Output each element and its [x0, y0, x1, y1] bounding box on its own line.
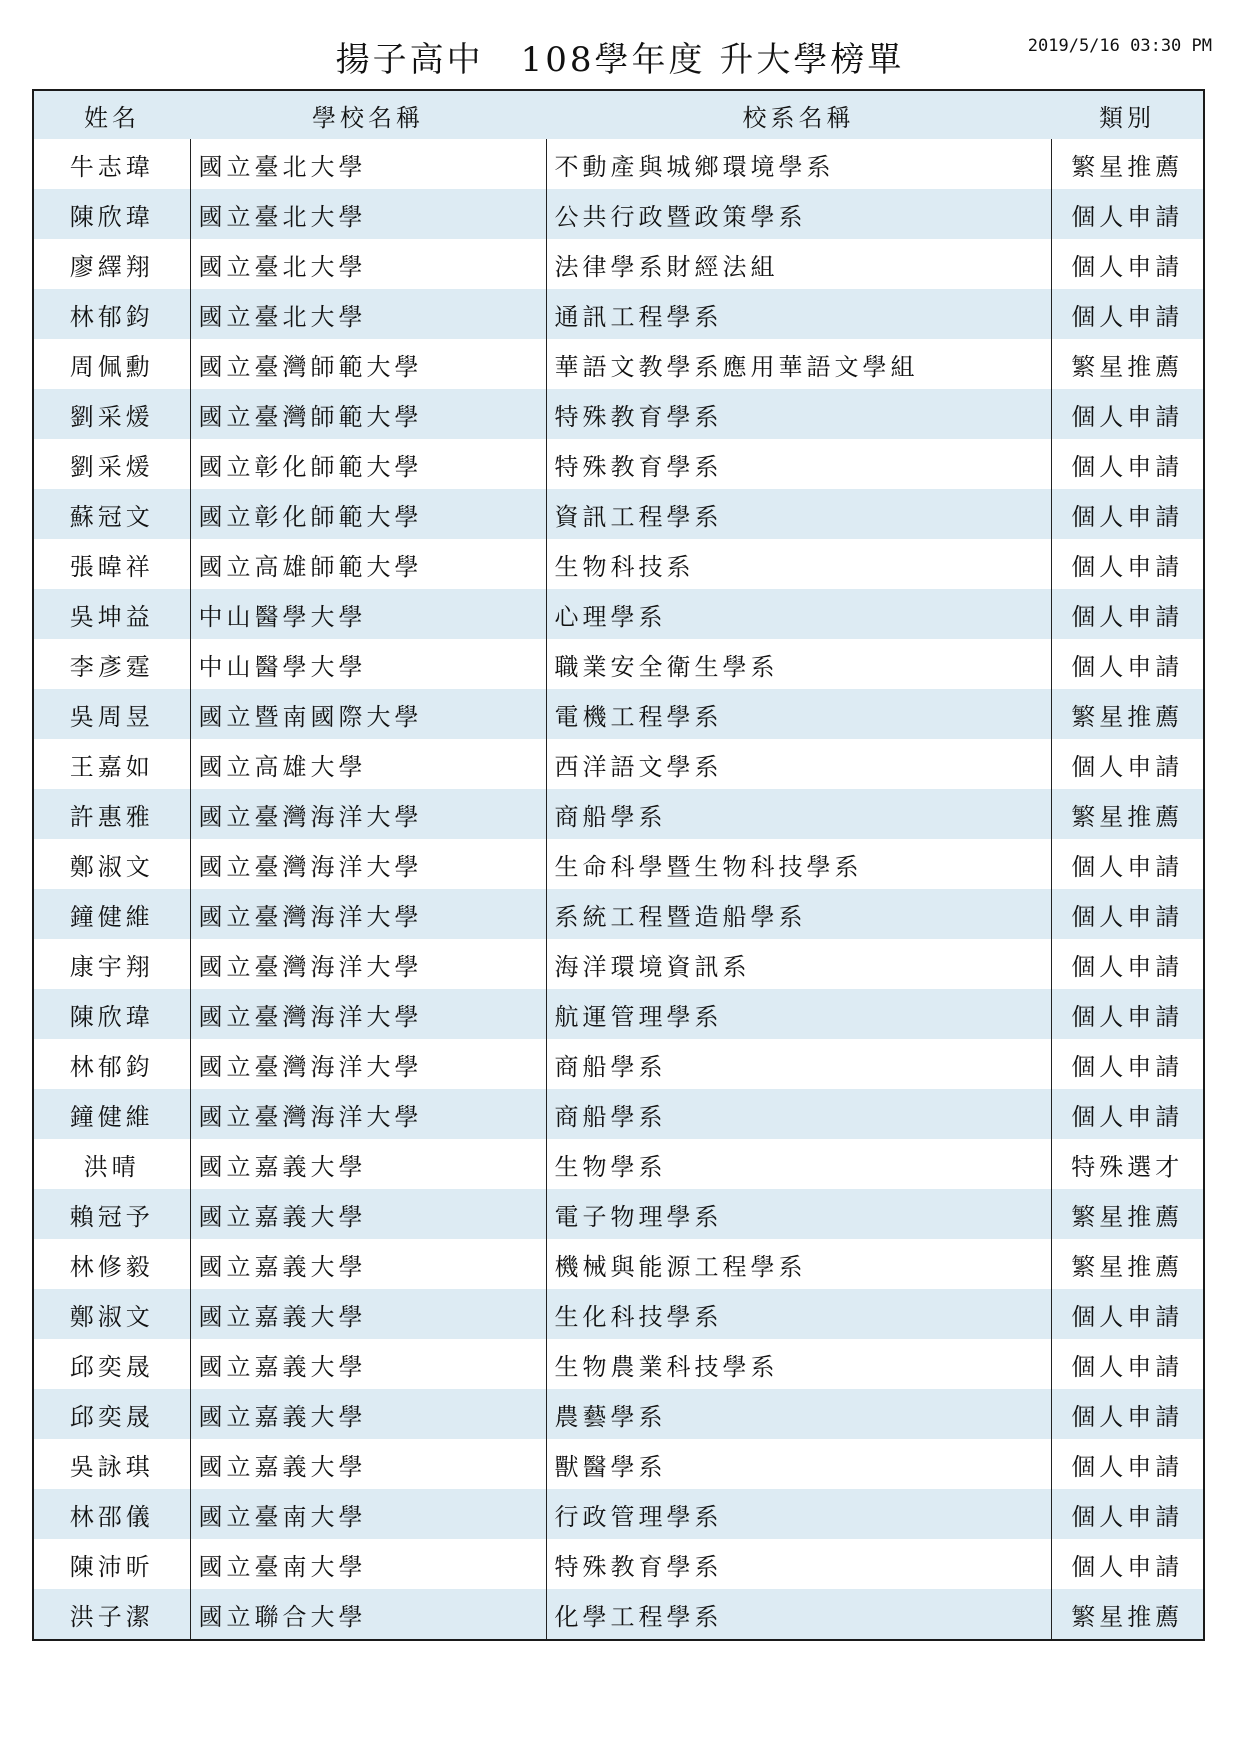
student-name-cell: 洪晴	[83, 1152, 140, 1181]
school-name-cell: 國立彰化師範大學	[190, 489, 546, 539]
table-row	[34, 289, 1203, 339]
student-name-cell: 吳坤益	[69, 602, 154, 631]
school-name-cell: 國立嘉義大學	[190, 1439, 546, 1489]
table-row	[34, 739, 1203, 789]
school-name-cell: 國立嘉義大學	[190, 1289, 546, 1339]
table-row	[34, 1189, 1203, 1239]
school-name-cell: 國立臺灣海洋大學	[190, 989, 546, 1039]
department-cell: 商船學系	[546, 789, 1051, 839]
school-name-cell: 國立臺灣海洋大學	[190, 939, 546, 989]
category-cell: 個人申請	[1051, 1039, 1203, 1089]
department-cell: 公共行政暨政策學系	[546, 189, 1051, 239]
table-row	[34, 1039, 1203, 1089]
category-cell: 個人申請	[1051, 1539, 1203, 1589]
student-name-cell: 邱奕晟	[69, 1352, 154, 1381]
category-cell: 個人申請	[1051, 539, 1203, 589]
table-row	[34, 1439, 1203, 1489]
category-cell: 個人申請	[1051, 889, 1203, 939]
department-cell: 海洋環境資訊系	[546, 939, 1051, 989]
student-name-cell: 張暐祥	[69, 552, 154, 581]
department-cell: 農藝學系	[546, 1389, 1051, 1439]
school-name-cell: 國立臺南大學	[190, 1539, 546, 1589]
table-row	[34, 939, 1203, 989]
school-name-cell: 國立嘉義大學	[190, 1139, 546, 1189]
table-row	[34, 1239, 1203, 1289]
department-cell: 生命科學暨生物科技學系	[546, 839, 1051, 889]
table-row	[34, 139, 1203, 189]
school-name-cell: 國立彰化師範大學	[190, 439, 546, 489]
category-cell: 個人申請	[1051, 1289, 1203, 1339]
table-row	[34, 889, 1203, 939]
student-name-cell: 林郁鈞	[69, 1052, 154, 1081]
student-name-cell: 吳詠琪	[69, 1452, 154, 1481]
school-name-cell: 國立臺灣海洋大學	[190, 789, 546, 839]
category-cell: 繁星推薦	[1051, 1589, 1203, 1639]
table-row	[34, 1289, 1203, 1339]
department-cell: 特殊教育學系	[546, 389, 1051, 439]
department-cell: 商船學系	[546, 1089, 1051, 1139]
results-table-container	[32, 89, 1205, 1641]
student-name-cell: 許惠雅	[69, 802, 154, 831]
category-cell: 個人申請	[1051, 239, 1203, 289]
category-cell: 繁星推薦	[1051, 1189, 1203, 1239]
page-title: 揚子高中 108學年度 升大學榜單	[335, 40, 905, 80]
category-cell: 個人申請	[1051, 389, 1203, 439]
category-cell: 個人申請	[1051, 289, 1203, 339]
student-name-cell: 鄭淑文	[69, 1302, 154, 1331]
student-name-cell: 牛志瑋	[69, 152, 154, 181]
department-cell: 資訊工程學系	[546, 489, 1051, 539]
student-name-cell: 鐘健維	[69, 902, 154, 931]
table-row	[34, 439, 1203, 489]
table-row	[34, 989, 1203, 1039]
school-name-cell: 國立嘉義大學	[190, 1189, 546, 1239]
table-header-row	[34, 91, 1203, 139]
student-name-cell: 吳周昱	[69, 702, 154, 731]
category-cell: 個人申請	[1051, 589, 1203, 639]
table-row	[34, 1389, 1203, 1439]
department-cell: 生物學系	[546, 1139, 1051, 1189]
student-name-cell: 康宇翔	[69, 952, 154, 981]
department-cell: 心理學系	[546, 589, 1051, 639]
department-cell: 華語文教學系應用華語文學組	[546, 339, 1051, 389]
department-cell: 機械與能源工程學系	[546, 1239, 1051, 1289]
school-name-cell: 國立臺灣海洋大學	[190, 1039, 546, 1089]
school-name-cell: 國立臺灣海洋大學	[190, 839, 546, 889]
department-cell: 系統工程暨造船學系	[546, 889, 1051, 939]
category-cell: 個人申請	[1051, 189, 1203, 239]
school-name-cell: 中山醫學大學	[190, 639, 546, 689]
table-row	[34, 639, 1203, 689]
category-cell: 個人申請	[1051, 439, 1203, 489]
category-cell: 個人申請	[1051, 1439, 1203, 1489]
department-cell: 特殊教育學系	[546, 1539, 1051, 1589]
student-name-cell: 蘇冠文	[69, 502, 154, 531]
category-cell: 個人申請	[1051, 639, 1203, 689]
student-name-cell: 鄭淑文	[69, 852, 154, 881]
department-cell: 化學工程學系	[546, 1589, 1051, 1639]
table-row	[34, 1339, 1203, 1389]
student-name-cell: 王嘉如	[69, 752, 154, 781]
department-cell: 生化科技學系	[546, 1289, 1051, 1339]
department-cell: 通訊工程學系	[546, 289, 1051, 339]
student-name-cell: 林郁鈞	[69, 302, 154, 331]
column-header-name: 姓名	[84, 103, 140, 132]
category-cell: 繁星推薦	[1051, 139, 1203, 189]
school-name-cell: 國立臺南大學	[190, 1489, 546, 1539]
student-name-cell: 鐘健維	[69, 1102, 154, 1131]
student-name-cell: 周佩勳	[69, 352, 154, 381]
category-cell: 個人申請	[1051, 839, 1203, 889]
table-body	[34, 139, 1203, 1639]
category-cell: 個人申請	[1051, 1489, 1203, 1539]
table-row	[34, 1489, 1203, 1539]
table-row	[34, 1539, 1203, 1589]
table-row	[34, 689, 1203, 739]
category-cell: 繁星推薦	[1051, 1239, 1203, 1289]
category-cell: 繁星推薦	[1051, 689, 1203, 739]
student-name-cell: 林修毅	[69, 1252, 154, 1281]
table-row	[34, 1139, 1203, 1189]
student-name-cell: 邱奕晟	[69, 1402, 154, 1431]
department-cell: 商船學系	[546, 1039, 1051, 1089]
school-name-cell: 國立臺北大學	[190, 189, 546, 239]
school-name-cell: 國立高雄師範大學	[190, 539, 546, 589]
results-table	[34, 91, 1203, 1639]
department-cell: 不動產與城鄉環境學系	[546, 139, 1051, 189]
column-header-category: 類別	[1099, 103, 1155, 132]
school-name-cell: 國立臺灣海洋大學	[190, 1089, 546, 1139]
student-name-cell: 陳沛昕	[69, 1552, 154, 1581]
table-row	[34, 339, 1203, 389]
table-row	[34, 239, 1203, 289]
school-name-cell: 國立臺北大學	[190, 139, 546, 189]
table-row	[34, 1089, 1203, 1139]
department-cell: 行政管理學系	[546, 1489, 1051, 1539]
department-cell: 法律學系財經法組	[546, 239, 1051, 289]
department-cell: 航運管理學系	[546, 989, 1051, 1039]
category-cell: 特殊選才	[1051, 1139, 1203, 1189]
print-timestamp: 2019/5/16 03:30 PM	[1027, 36, 1212, 56]
table-row	[34, 1589, 1203, 1639]
school-name-cell: 國立臺北大學	[190, 239, 546, 289]
table-row	[34, 589, 1203, 639]
table-row	[34, 789, 1203, 839]
student-name-cell: 廖繹翔	[69, 252, 154, 281]
student-name-cell: 陳欣瑋	[69, 1002, 154, 1031]
table-row	[34, 189, 1203, 239]
department-cell: 西洋語文學系	[546, 739, 1051, 789]
student-name-cell: 洪子潔	[69, 1602, 154, 1631]
student-name-cell: 李彥霆	[69, 652, 154, 681]
student-name-cell: 劉采煖	[69, 452, 154, 481]
school-name-cell: 國立臺灣師範大學	[190, 339, 546, 389]
category-cell: 繁星推薦	[1051, 339, 1203, 389]
school-name-cell: 國立嘉義大學	[190, 1339, 546, 1389]
department-cell: 特殊教育學系	[546, 439, 1051, 489]
department-cell: 獸醫學系	[546, 1439, 1051, 1489]
department-cell: 電機工程學系	[546, 689, 1051, 739]
school-name-cell: 國立臺灣海洋大學	[190, 889, 546, 939]
table-row	[34, 489, 1203, 539]
school-name-cell: 國立臺北大學	[190, 289, 546, 339]
student-name-cell: 劉采煖	[69, 402, 154, 431]
category-cell: 個人申請	[1051, 1339, 1203, 1389]
school-name-cell: 國立高雄大學	[190, 739, 546, 789]
category-cell: 個人申請	[1051, 1389, 1203, 1439]
student-name-cell: 林邵儀	[69, 1502, 154, 1531]
school-name-cell: 中山醫學大學	[190, 589, 546, 639]
category-cell: 個人申請	[1051, 939, 1203, 989]
column-header-department: 校系名稱	[742, 103, 855, 132]
department-cell: 生物農業科技學系	[546, 1339, 1051, 1389]
department-cell: 職業安全衛生學系	[546, 639, 1051, 689]
school-name-cell: 國立暨南國際大學	[190, 689, 546, 739]
department-cell: 電子物理學系	[546, 1189, 1051, 1239]
table-row	[34, 539, 1203, 589]
category-cell: 個人申請	[1051, 739, 1203, 789]
department-cell: 生物科技系	[546, 539, 1051, 589]
school-name-cell: 國立聯合大學	[190, 1589, 546, 1639]
category-cell: 個人申請	[1051, 989, 1203, 1039]
school-name-cell: 國立嘉義大學	[190, 1239, 546, 1289]
category-cell: 個人申請	[1051, 489, 1203, 539]
school-name-cell: 國立臺灣師範大學	[190, 389, 546, 439]
column-header-school: 學校名稱	[312, 103, 424, 132]
student-name-cell: 陳欣瑋	[69, 202, 154, 231]
category-cell: 繁星推薦	[1051, 789, 1203, 839]
table-row	[34, 839, 1203, 889]
school-name-cell: 國立嘉義大學	[190, 1389, 546, 1439]
table-row	[34, 389, 1203, 439]
student-name-cell: 賴冠予	[69, 1202, 154, 1231]
category-cell: 個人申請	[1051, 1089, 1203, 1139]
